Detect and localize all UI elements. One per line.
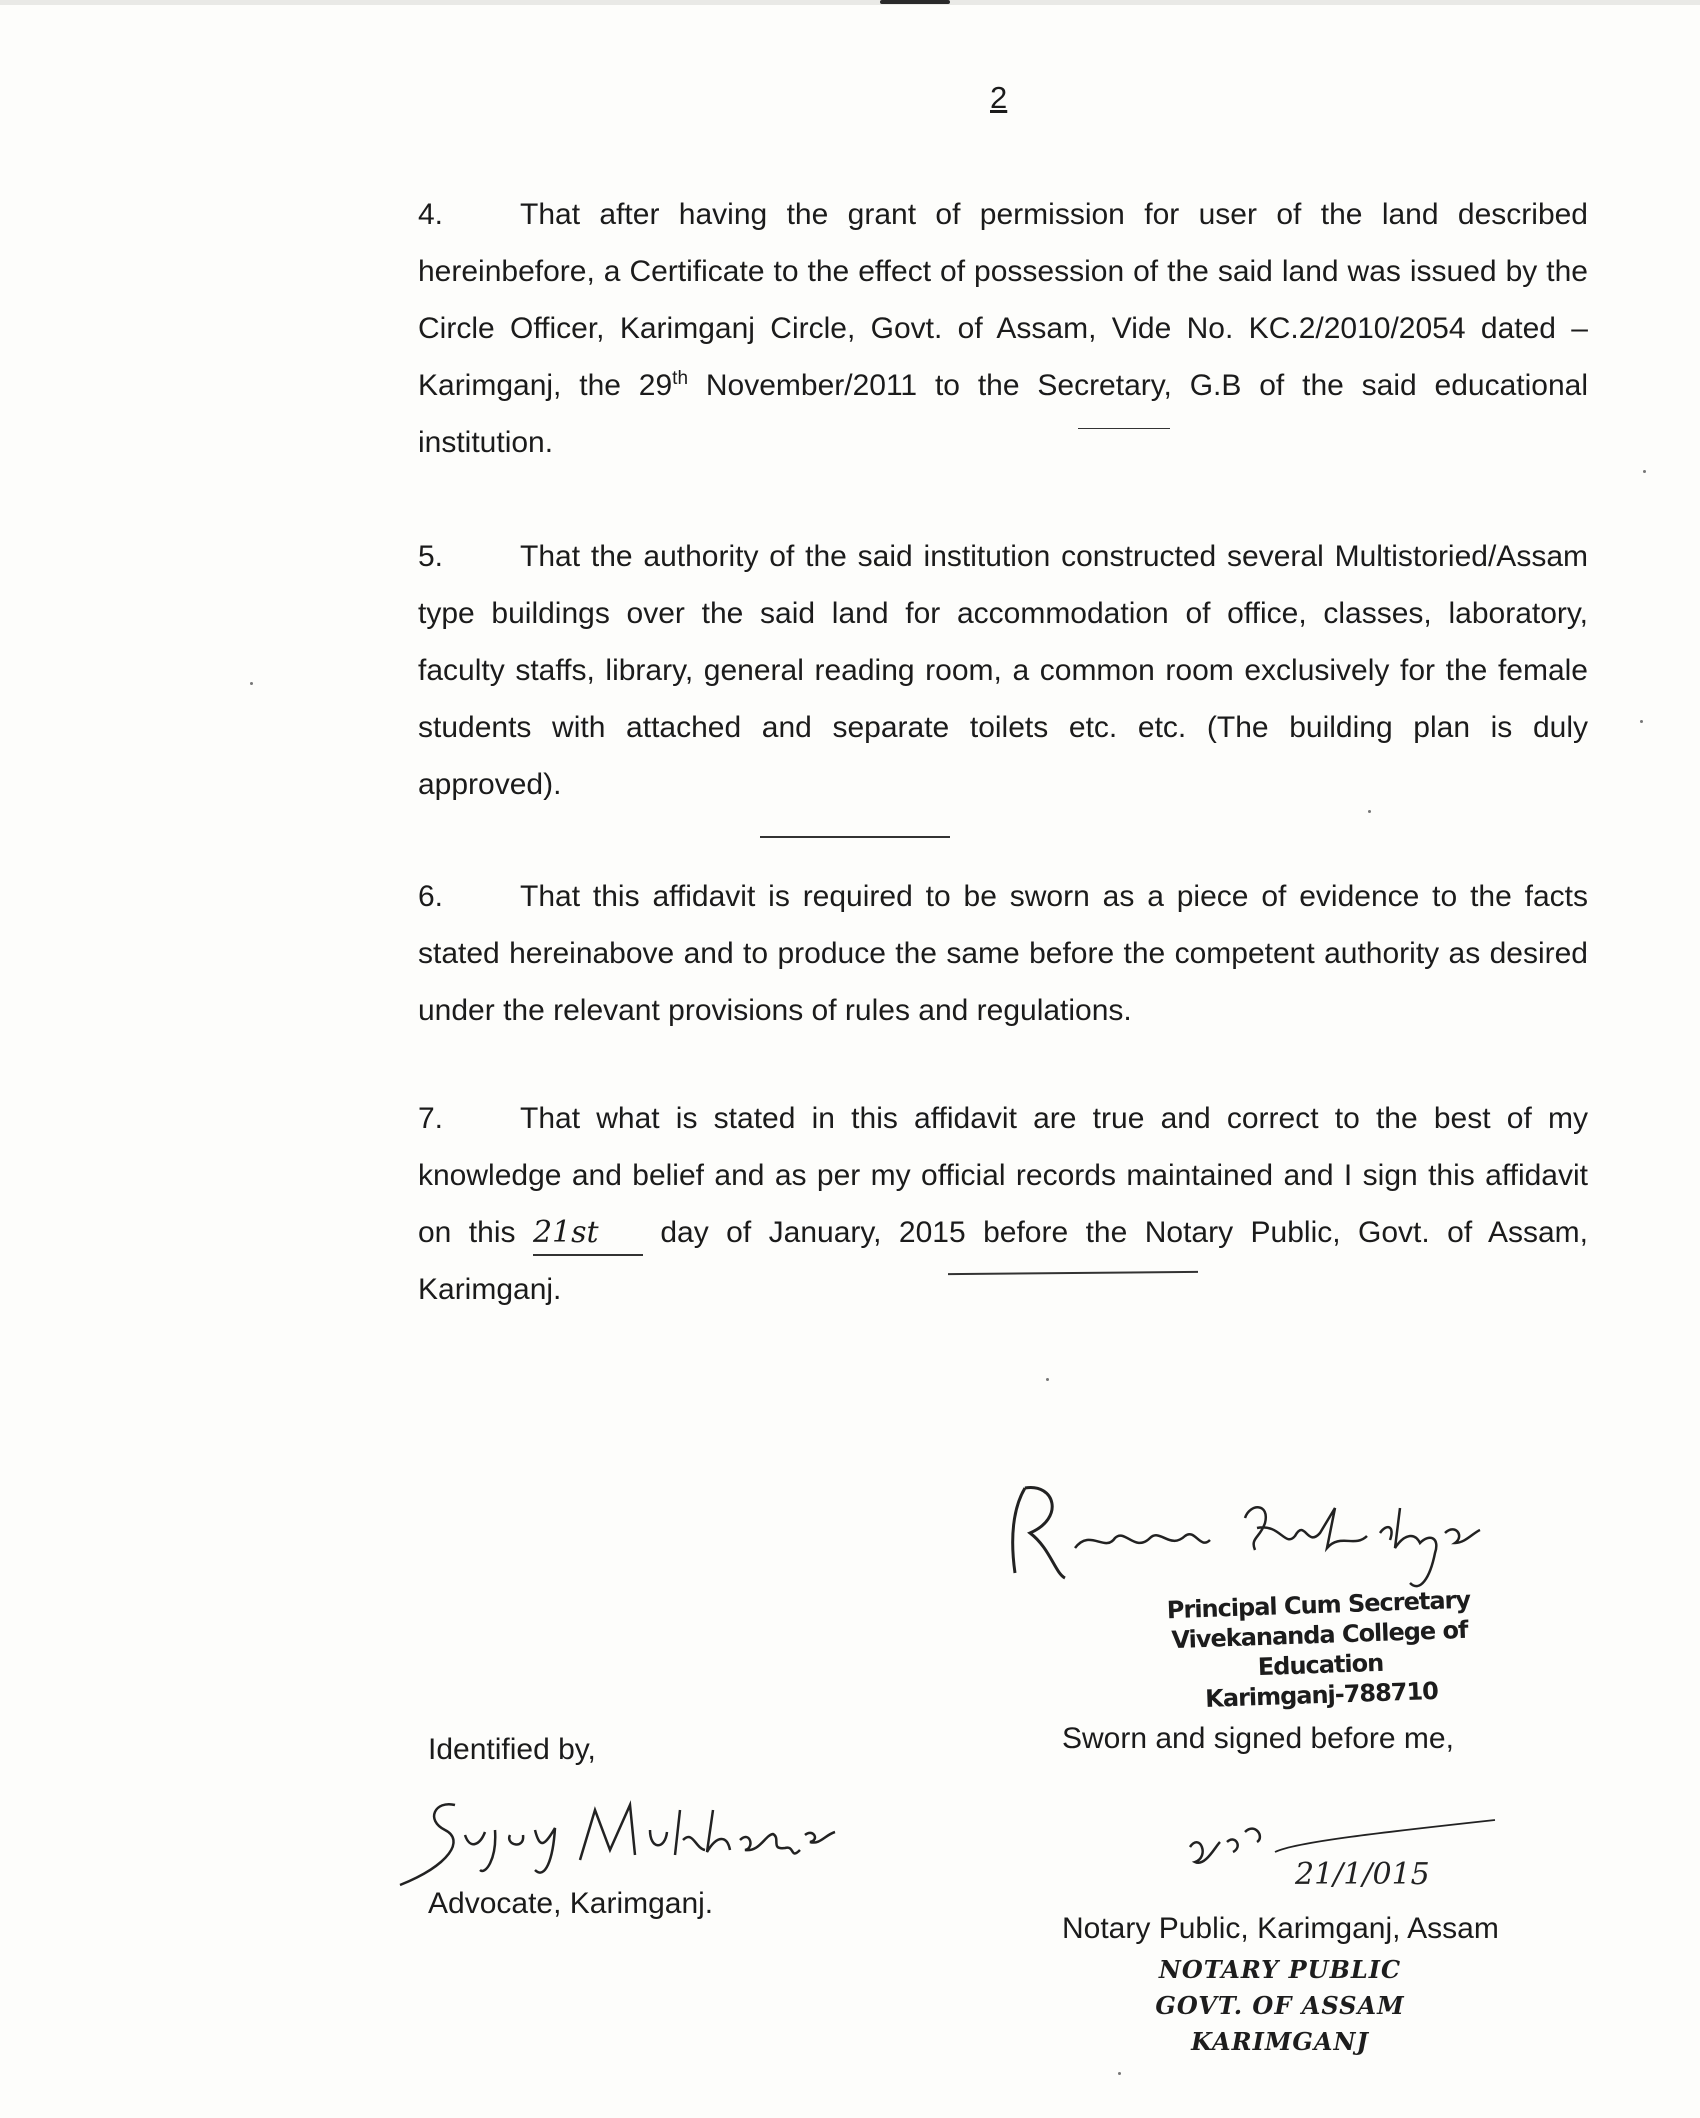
notary-stamp-line-2: GOVT. OF ASSAM [1155,1991,1405,2020]
deponent-stamp [1108,1583,1532,1718]
notary-stamp-line-3: KARIMGANJ [1191,2027,1369,2056]
ordinal-suffix: th [672,368,689,389]
notary-stamp [1120,1952,1440,2060]
scan-speck [1643,470,1646,473]
paragraph-text: That after having the grant of permission for user of the land described hereinbefore, a Certificate to the effect of possession of the said land was issued by the Circle Officer, Karimganj Circle, Govt. of Assam, Vide No. KC.2/2010/2054 dated – Karimganj, the 29 [418,198,1588,402]
end-dash [760,836,950,838]
scan-speck [1368,810,1371,813]
paragraph-text-continued: November/2011 to the Secretary, G.B of the said educational institution. [418,369,1588,459]
paragraph-4 [418,186,1588,471]
stamp-line-3: Karimganj-788710 [1204,1676,1439,1714]
staple-mark [880,0,950,4]
paragraph-5 [418,528,1588,813]
paragraph-text: That what is stated in this affidavit are true and correct to the best of my knowledge and belief and as per my official records maintained and I sign this affidavit on this [418,1102,1588,1249]
stamp-line-1: Principal Cum Secretary [1166,1585,1471,1625]
notary-date: 21/1/015 [1295,1857,1430,1892]
paragraph-number: 4. [418,198,444,231]
handwritten-day-field: 21st [533,1212,643,1256]
paragraph-number: 7. [418,1102,444,1135]
notary-stamp-line-1: NOTARY PUBLIC [1158,1955,1402,1984]
identified-by-label: Identified by, [428,1733,596,1766]
scan-speck [1118,2072,1121,2075]
notary-initials-signature [1185,1812,1505,1907]
paragraph-number: 6. [418,880,444,913]
scan-speck [1640,720,1643,723]
paragraph-6 [418,868,1588,1039]
stamp-line-2: Vivekananda College of Education [1171,1615,1468,1682]
advocate-designation: Advocate, Karimganj. [428,1887,714,1920]
paragraph-text: That the authority of the said institution constructed several Multistoried/Assam type buildings over the said land for accommodation of office, classes, laboratory, faculty staffs, library, general reading room, a common room exclusively for the female students with attached and separate toilets etc. etc. (The building plan is duly approved). [418,540,1588,801]
paragraph-text-continued: day of January, 2015 before the Notary Public, Govt. of Assam, Karimganj. [418,1216,1588,1306]
scan-speck [250,682,253,685]
paragraph-7 [418,1090,1588,1318]
notary-designation: Notary Public, Karimganj, Assam [1062,1912,1499,1945]
advocate-signature [395,1790,855,1890]
paragraph-number: 5. [418,540,444,573]
end-dash [1078,428,1170,429]
sworn-statement: Sworn and signed before me, [1062,1722,1454,1755]
paragraph-text: That this affidavit is required to be sworn as a piece of evidence to the facts stated hereinabove and to produce the same before the competent authority as desired under the relevant provisions of rules and regulations. [418,880,1588,1027]
scan-edge [0,0,1700,5]
page-number: 2 [990,80,1008,115]
scan-speck [1046,1378,1049,1381]
